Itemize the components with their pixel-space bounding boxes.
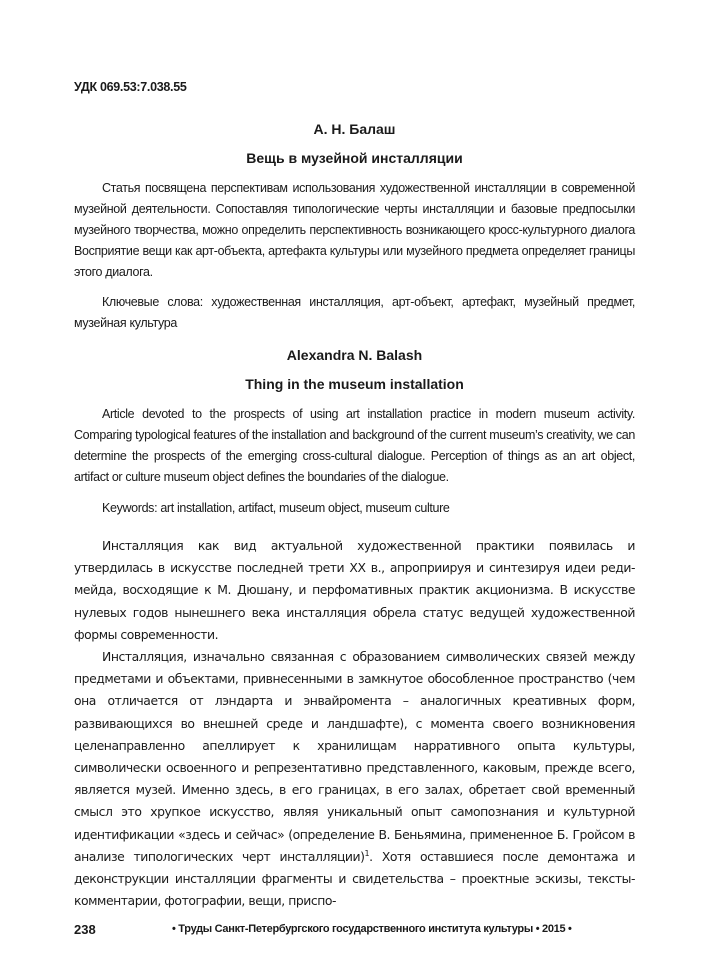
body-paragraph-2-text: Инсталляция, изначально связанная с образованием символических связей между предметами и объектами, привнесенными в замкнутое обособленное пространство (чем она отличается от лэндарта и энвайромента – аналогичных креативных форм, развивающихся во внешней среде и ландшафте), с момента своего возникновения целенаправленно апеллирует к хранилищам нарративного опыта культуры, символически освоенного и репрезентативно представленного, каковым, прежде всего, является музей. Именно здесь, в его границах, в его залах, обретает свой временный смысл это хрупкое искусство, являя уникальный опыт самопознания и культурной идентификации «здесь и сейчас» (определение В. Беньямина, примененное Б. Гройсом в анализе типологических черт инсталляции) xyxy=(74,649,635,864)
udk-code: УДК 069.53:7.038.55 xyxy=(74,80,187,94)
page-number: 238 xyxy=(74,922,96,937)
body-paragraph-2 xyxy=(74,646,635,912)
body-paragraph-1: Инсталляция как вид актуальной художественной практики появилась и утвердилась в искусстве последней трети XX в., апроприируя и синтезируя идеи реди-мейда, восходящие к М. Дюшану, и перфомативных практик акционизма. В искусстве нулевых годов нынешнего века инсталляция обрела статус ведущей художественной формы современности. xyxy=(74,538,635,642)
body-text xyxy=(74,535,635,912)
journal-title: • Труды Санкт-Петербургского государственного института культуры • 2015 • xyxy=(172,923,572,935)
keywords-en: Keywords: art installation, artifact, museum object, museum culture xyxy=(102,501,450,515)
footnote-marker: 1 xyxy=(364,848,370,858)
title-ru: Вещь в музейной инсталляции xyxy=(246,150,463,166)
author-ru: А. Н. Балаш xyxy=(313,121,396,137)
author-en: Alexandra N. Balash xyxy=(286,347,423,363)
abstract-en: Article devoted to the prospects of using art installation practice in modern museum activity. Comparing typological features of the installation and background of the current museum’s creativity, we can determine the prospects of the emerging cross-cultural dialogue. Perception of things as an art object, artifact or culture museum object defines the boundaries of the dialogue. xyxy=(74,407,635,484)
abstract-ru: Статья посвящена перспективам использования художественной инсталляции в современной музейной деятельности. Сопоставляя типологические черты инсталляции и базовые предпосылки музейного творчества, можно определить перспективность возникающего кросс-культурного диалога Восприятие вещи как арт-объекта, артефакта культуры или музейного предмета определяет границы этого диалога. xyxy=(74,181,635,279)
keywords-ru: Ключевые слова: художественная инсталляция, арт-объект, артефакт, музейный предмет, музейная культура xyxy=(74,295,635,330)
title-en: Thing in the museum installation xyxy=(245,376,464,392)
body-paragraph-2-tail: . Хотя оставшиеся после демонтажа и деконструкции инсталляции фрагменты и свидетельства – проектные эскизы, тексты-комментарии, фотографии, вещи, приспо- xyxy=(74,848,635,909)
